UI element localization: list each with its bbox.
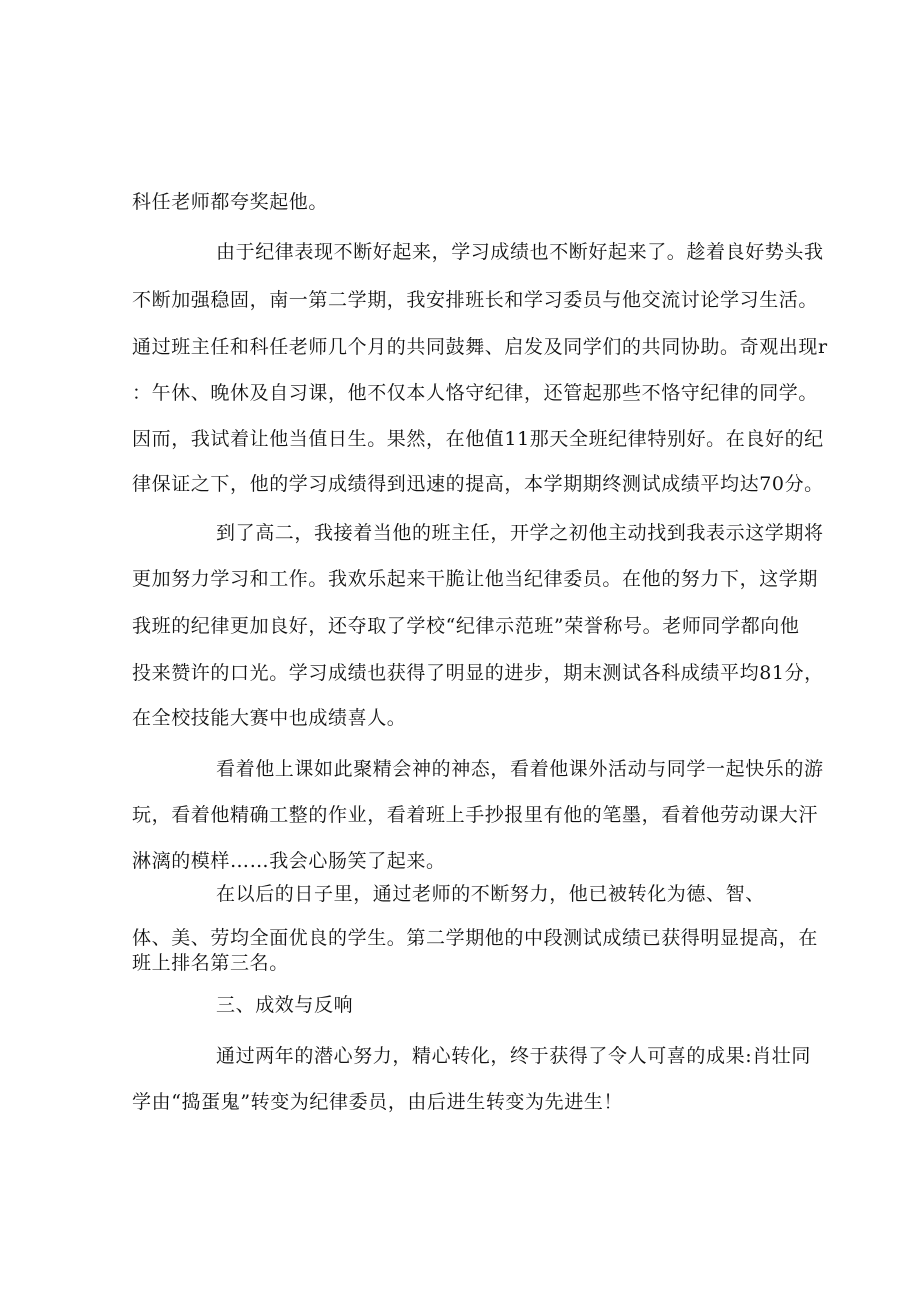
text-line: 我班的纪律更加良好，还夺取了学校“纪律示范班”荣誉称号。老师同学都向他 — [132, 615, 800, 637]
section-heading: 三、成效与反响 — [216, 994, 354, 1016]
text-line: 在全校技能大赛中也成绩喜人。 — [132, 707, 407, 729]
text-line: 通过两年的潜心努力，精心转化，终于获得了令人可喜的成果:肖壮同 — [216, 1045, 812, 1067]
text-line: ：午休、晚休及自习课，他不仅本人恪守纪律，还管起那些不恪守纪律的同学。 — [132, 382, 819, 404]
text-line: 律保证之下，他的学习成绩得到迅速的提高，本学期期终测试成绩平均达70分。 — [132, 473, 824, 495]
text-line: 玩，看着他精确工整的作业，看着班上手抄报里有他的笔墨，看着他劳动课大汗 — [132, 804, 819, 826]
text-line: 不断加强稳固，南一第二学期，我安排班长和学习委员与他交流讨论学习生活。 — [132, 289, 819, 311]
text-line: 学由“捣蛋鬼”转变为纪律委员，由后进生转变为先进生！ — [132, 1091, 624, 1113]
text-line: 由于纪律表现不断好起来，学习成绩也不断好起来了。趁着良好势头我 — [216, 241, 824, 263]
text-line: 因而，我试着让他当值日生。果然，在他值11那天全班纪律特别好。在良好的纪 — [132, 428, 824, 450]
text-line: 班上排名第三名。 — [132, 952, 289, 974]
text-line: 在以后的日子里，通过老师的不断努力，他已被转化为德、智、 — [216, 883, 765, 905]
text-line: 看着他上课如此聚精会神的神态，看着他课外活动与同学一起快乐的游 — [216, 758, 824, 780]
text-line: 通过班主任和科任老师几个月的共同鼓舞、启发及同学们的共同协助。奇观出现r — [132, 336, 828, 358]
text-line: 科任老师都夸奖起他。 — [132, 191, 329, 213]
text-line: 更加努力学习和工作。我欢乐起来干脆让他当纪律委员。在他的努力下，这学期 — [132, 568, 819, 590]
text-line: 体、美、劳均全面优良的学生。第二学期他的中段测试成绩已获得明显提高，在 — [132, 927, 819, 949]
text-line: 淋漓的模样……我会心肠笑了起来。 — [132, 850, 446, 872]
text-line: 到了高二，我接着当他的班主任，开学之初他主动找到我表示这学期将 — [216, 522, 824, 544]
text-line: 投来赞许的口光。学习成绩也获得了明显的进步，期末测试各科成绩平均81分， — [132, 662, 824, 684]
